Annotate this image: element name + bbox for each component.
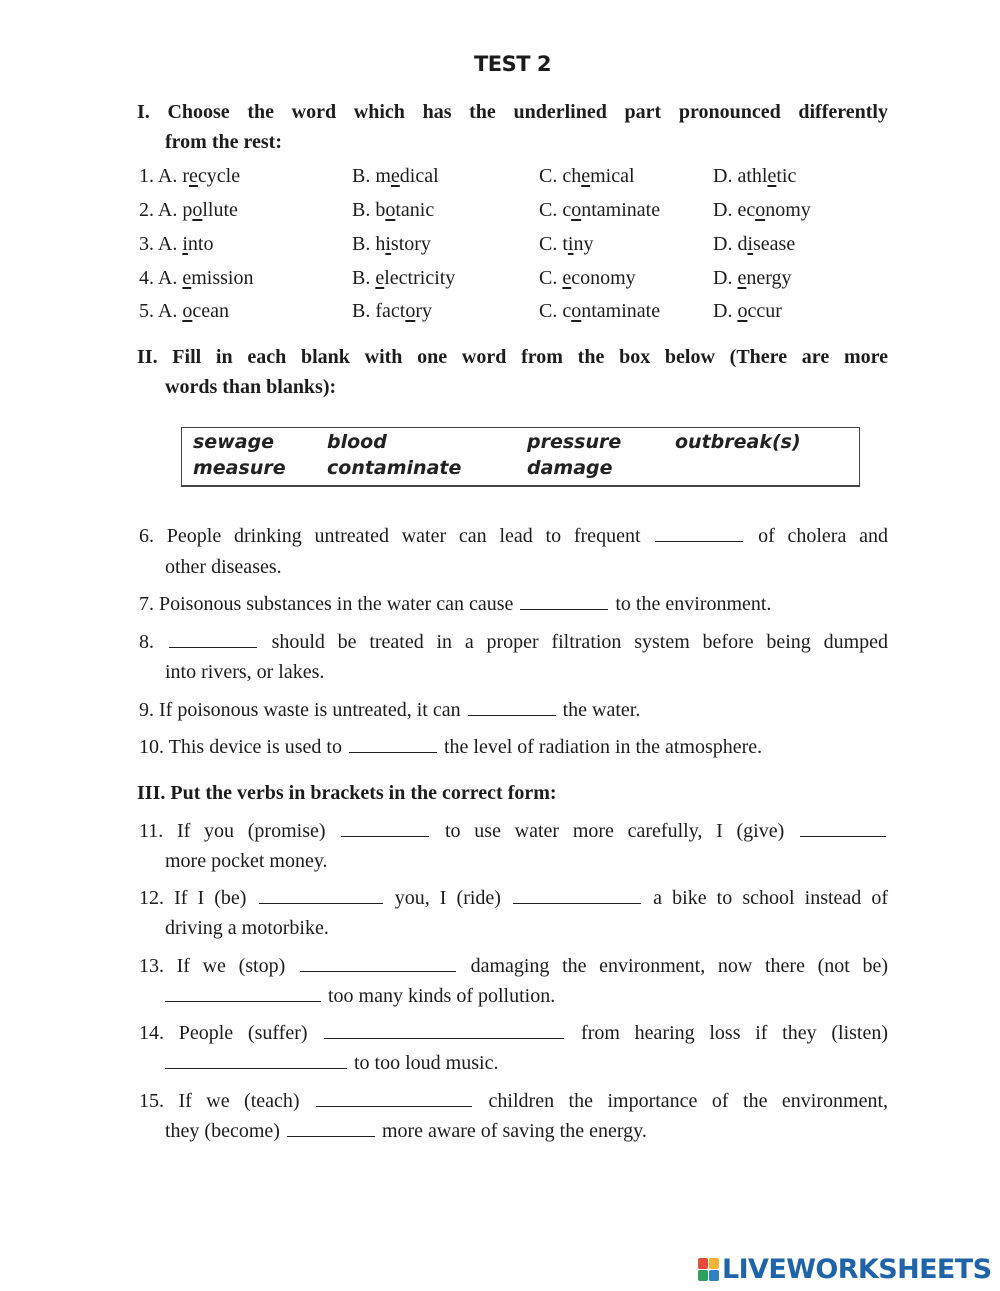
question-7: 7. Poisonous substances in the water can cause to the environment.: [139, 593, 772, 615]
answer-blank-10[interactable]: [349, 736, 437, 753]
question-14: 14. People (suffer) from hearing loss if they (listen): [139, 1022, 889, 1044]
word-box-item: pressure: [527, 431, 622, 453]
q4-option-a[interactable]: 4. A. emission: [139, 267, 254, 289]
underlined-letter: o: [385, 199, 396, 221]
answer-blank-6[interactable]: [655, 525, 743, 542]
word-box-item: damage: [527, 457, 613, 479]
answer-blank-14a[interactable]: [324, 1022, 564, 1039]
question-6: 6. People drinking untreated water can lead to frequent of cholera and: [139, 525, 889, 547]
underlined-letter: o: [737, 300, 748, 322]
logo-blocks-icon: [698, 1258, 720, 1282]
underlined-letter: o: [571, 300, 582, 322]
answer-blank-12b[interactable]: [513, 887, 641, 904]
answer-blank-7[interactable]: [520, 593, 608, 610]
question-8-cont: into rivers, or lakes.: [165, 661, 325, 683]
q3-option-b[interactable]: B. history: [352, 233, 431, 255]
q5-option-b[interactable]: B. factory: [352, 300, 432, 322]
question-11-cont: more pocket money.: [165, 850, 328, 872]
q3-option-c[interactable]: C. tiny: [539, 233, 594, 255]
underlined-letter: e: [182, 267, 192, 289]
underlined-letter: e: [767, 165, 777, 187]
underlined-letter: i: [385, 233, 391, 255]
word-box-item: measure: [193, 457, 286, 479]
answer-blank-15b[interactable]: [287, 1120, 375, 1137]
answer-blank-13b[interactable]: [165, 985, 321, 1002]
underlined-letter: e: [581, 165, 591, 187]
underlined-letter: o: [571, 199, 582, 221]
section-3-heading: III. Put the verbs in brackets in the correct form:: [137, 782, 557, 804]
q1-option-b[interactable]: B. medical: [352, 165, 439, 187]
question-15: 15. If we (teach) children the importance of the environment,: [139, 1090, 889, 1112]
answer-blank-8[interactable]: [169, 631, 257, 648]
q5-option-d[interactable]: D. occur: [713, 300, 782, 322]
answer-blank-14b[interactable]: [165, 1052, 347, 1069]
underlined-letter: o: [182, 300, 193, 322]
underlined-letter: i: [567, 233, 574, 255]
question-8: 8. should be treated in a proper filtration system before being dumped: [139, 631, 889, 653]
answer-blank-9[interactable]: [468, 699, 556, 716]
q5-option-c[interactable]: C. contaminate: [539, 300, 661, 322]
answer-blank-11a[interactable]: [341, 820, 429, 837]
section-1-heading-cont: from the rest:: [165, 131, 282, 153]
underlined-letter: e: [737, 267, 747, 289]
logo-text: LIVEWORKSHEETS: [722, 1254, 992, 1285]
question-13-cont: too many kinds of pollution.: [165, 985, 555, 1008]
underlined-letter: e: [562, 267, 572, 289]
question-10: 10. This device is used to the level of radiation in the atmosphere.: [139, 736, 763, 758]
underlined-letter: e: [375, 267, 385, 289]
q2-option-b[interactable]: B. botanic: [352, 199, 435, 221]
question-9: 9. If poisonous waste is untreated, it can the water.: [139, 699, 641, 721]
underlined-letter: o: [405, 300, 416, 322]
q1-option-a[interactable]: 1. A. recycle: [139, 165, 241, 187]
section-2-heading: II. Fill in each blank with one word from the box below (There are more: [137, 346, 888, 368]
q2-option-a[interactable]: 2. A. pollute: [139, 199, 238, 221]
q4-option-c[interactable]: C. economy: [539, 267, 636, 289]
answer-blank-13a[interactable]: [300, 955, 456, 972]
question-11: 11. If you (promise) to use water more carefully, I (give): [139, 820, 888, 843]
q3-option-d[interactable]: D. disease: [713, 233, 796, 255]
q2-option-c[interactable]: C. contaminate: [539, 199, 661, 221]
section-1-heading: I. Choose the word which has the underlined part pronounced differently: [137, 101, 888, 123]
page-title: TEST 2: [473, 52, 552, 76]
q4-option-d[interactable]: D. energy: [713, 267, 792, 289]
word-box-item: outbreak(s): [675, 431, 801, 453]
answer-blank-11b[interactable]: [800, 820, 886, 837]
answer-blank-12a[interactable]: [259, 887, 383, 904]
q3-option-a[interactable]: 3. A. into: [139, 233, 214, 255]
section-2-heading-cont: words than blanks):: [165, 376, 337, 398]
q1-option-d[interactable]: D. athletic: [713, 165, 797, 187]
q5-option-a[interactable]: 5. A. ocean: [139, 300, 229, 322]
q1-option-c[interactable]: C. chemical: [539, 165, 635, 187]
question-14-cont: to too loud music.: [165, 1052, 498, 1075]
question-13: 13. If we (stop) damaging the environment, now there (not be): [139, 955, 889, 977]
underlined-letter: o: [192, 199, 203, 221]
word-box: [181, 427, 860, 487]
underlined-letter: i: [182, 233, 188, 255]
underlined-letter: e: [390, 165, 400, 187]
q2-option-d[interactable]: D. economy: [713, 199, 811, 221]
q4-option-b[interactable]: B. electricity: [352, 267, 456, 289]
question-6-cont: other diseases.: [165, 556, 282, 578]
word-box-item: contaminate: [327, 457, 462, 479]
question-15-cont: they (become) more aware of saving the energy.: [165, 1120, 647, 1142]
question-12: 12. If I (be) you, I (ride) a bike to school instead of: [139, 887, 889, 909]
underlined-letter: i: [747, 233, 754, 255]
underlined-letter: o: [755, 199, 766, 221]
word-box-item: sewage: [193, 431, 275, 453]
answer-blank-15a[interactable]: [316, 1090, 472, 1107]
underlined-letter: e: [189, 165, 198, 187]
question-12-cont: driving a motorbike.: [165, 917, 329, 939]
word-box-item: blood: [327, 431, 387, 453]
